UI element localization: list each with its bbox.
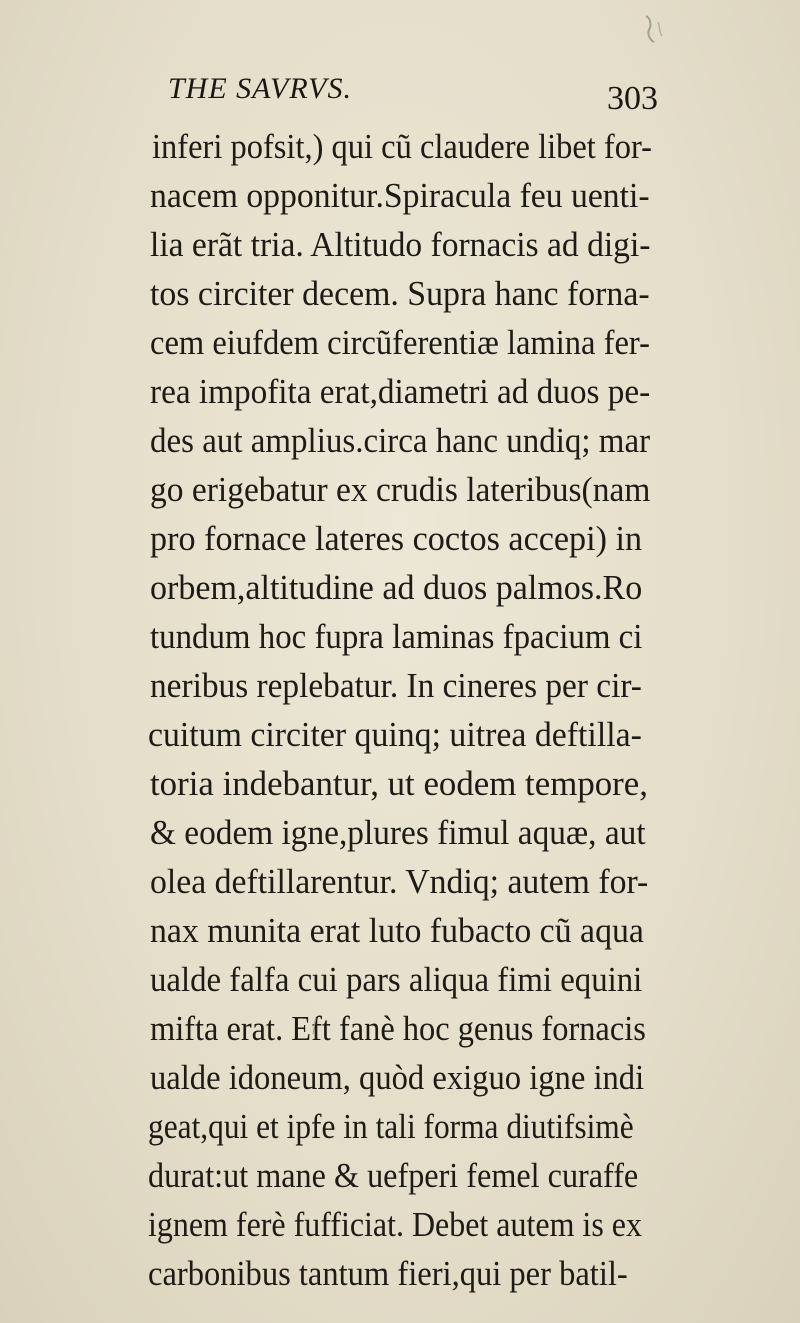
text-line: durat:ut mane & uefperi femel curaffe — [148, 1157, 639, 1195]
text-line: des aut amplius.circa hanc undiq; mar — [150, 422, 651, 460]
text-line: ualde falfa cui pars aliqua fimi equini — [150, 961, 643, 999]
page-number: 303 — [607, 80, 658, 117]
text-line: lia erãt tria. Altitudo fornacis ad digi- — [150, 226, 651, 264]
paper-speck — [312, 1017, 318, 1035]
page-header — [168, 72, 658, 117]
text-line: tos circiter decem. Supra hanc forna- — [150, 275, 650, 313]
text-line: go erigebatur ex crudis lateribus(nam — [150, 471, 651, 509]
text-line: tundum hoc fupra laminas fpacium ci — [150, 618, 643, 656]
text-line: cem eiufdem circũferentiæ lamina fer- — [150, 324, 650, 362]
text-line: nax munita erat luto fubacto cũ aqua — [150, 912, 644, 950]
text-line: toria indebantur, ut eodem tempore, — [150, 765, 648, 803]
text-line: geat,qui et ipfe in tali forma diutifsimè — [148, 1108, 634, 1146]
text-line: inferi pofsit,) qui cũ claudere libet for- — [152, 128, 652, 166]
text-line: carbonibus tantum fieri,qui per batil- — [148, 1255, 628, 1293]
text-line: neribus replebatur. In cineres per cir- — [150, 667, 642, 705]
text-line: nacem opponitur.Spiracula feu uenti- — [150, 177, 650, 215]
text-line: ignem ferè fufficiat. Debet autem is ex — [148, 1206, 642, 1244]
text-line: rea impofita erat,diametri ad duos pe- — [150, 373, 651, 411]
text-line: & eodem igne,plures fimul aquæ, aut — [150, 814, 646, 852]
text-line: pro fornace lateres coctos accepi) in — [150, 520, 643, 558]
text-line: olea deftillarentur. Vndiq; autem for- — [150, 863, 649, 901]
text-line: cuitum circiter quinq; uitrea deftilla- — [148, 716, 642, 754]
text-line: orbem,altitudine ad duos palmos.Ro — [150, 569, 643, 607]
text-line: ualde idoneum, quòd exiguo igne indi — [150, 1059, 645, 1097]
running-head: THE SAVRVS. — [168, 72, 352, 105]
ink-stain-mark — [632, 12, 672, 52]
text-line: mifta erat. Eft fanè hoc genus fornacis — [150, 1010, 646, 1048]
